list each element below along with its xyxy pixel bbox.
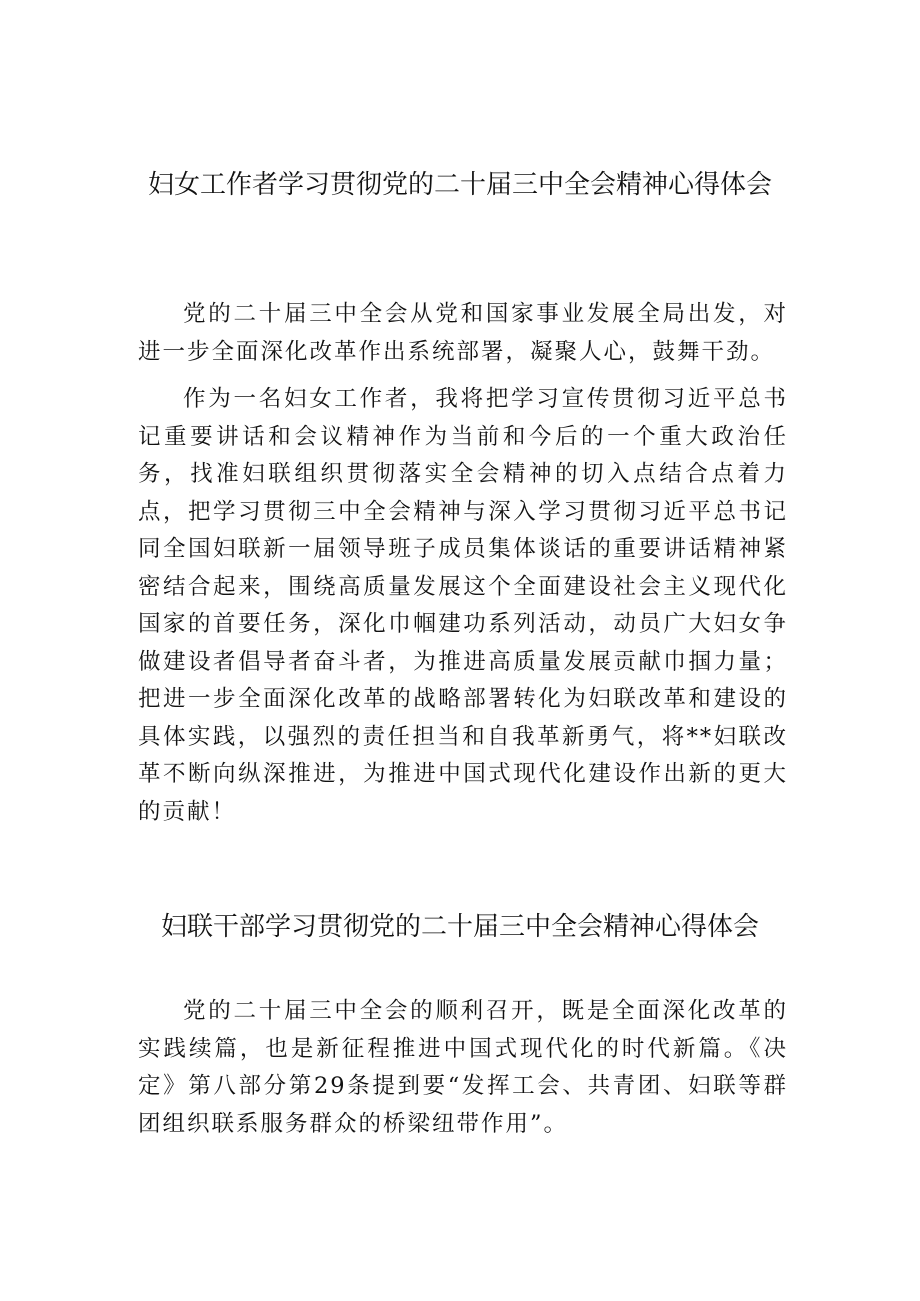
section-2-title: 妇联干部学习贯彻党的二十届三中全会精神心得体会	[160, 912, 759, 942]
section-1-paragraph-2: 作为一名妇女工作者，我将把学习宣传贯彻习近平总书记重要讲话和会议精神作为当前和今后的一个重大政治任务，找准妇联组织贯彻落实全会精神的切入点结合点着力点，把学习贯彻三中全会精神与深入学习贯彻习近平总书记同全国妇联新一届领导班子成员集体谈话的重要讲话精神紧密结合起来，围绕高质量发展这个全面建设社会主义现代化国家的首要任务，深化巾帼建功系列活动，动员广大妇女争做建设者倡导者奋斗者，为推进高质量发展贡献巾掴力量；把进一步全面深化改革的战略部署转化为妇联改革和建设的具体实践，以强烈的责任担当和自我革新勇气，将**妇联改革不断向纵深推进，为推进中国式现代化建设作出新的更大的贡献！	[138, 386, 788, 825]
section-2-paragraph-1: 党的二十届三中全会的顺利召开，既是全面深化改革的实践续篇，也是新征程推进中国式现代化的时代新篇。《决定》第八部分第29条提到要“发挥工会、共青团、妇联等群团组织联系服务群众的桥梁纽带作用”。	[138, 998, 788, 1137]
section-1-title: 妇女工作者学习贯彻党的二十届三中全会精神心得体会	[147, 170, 772, 200]
section-1-paragraph-1: 党的二十届三中全会从党和国家事业发展全局出发，对进一步全面深化改革作出系统部署，凝聚人心，鼓舞干劲。	[138, 301, 788, 365]
